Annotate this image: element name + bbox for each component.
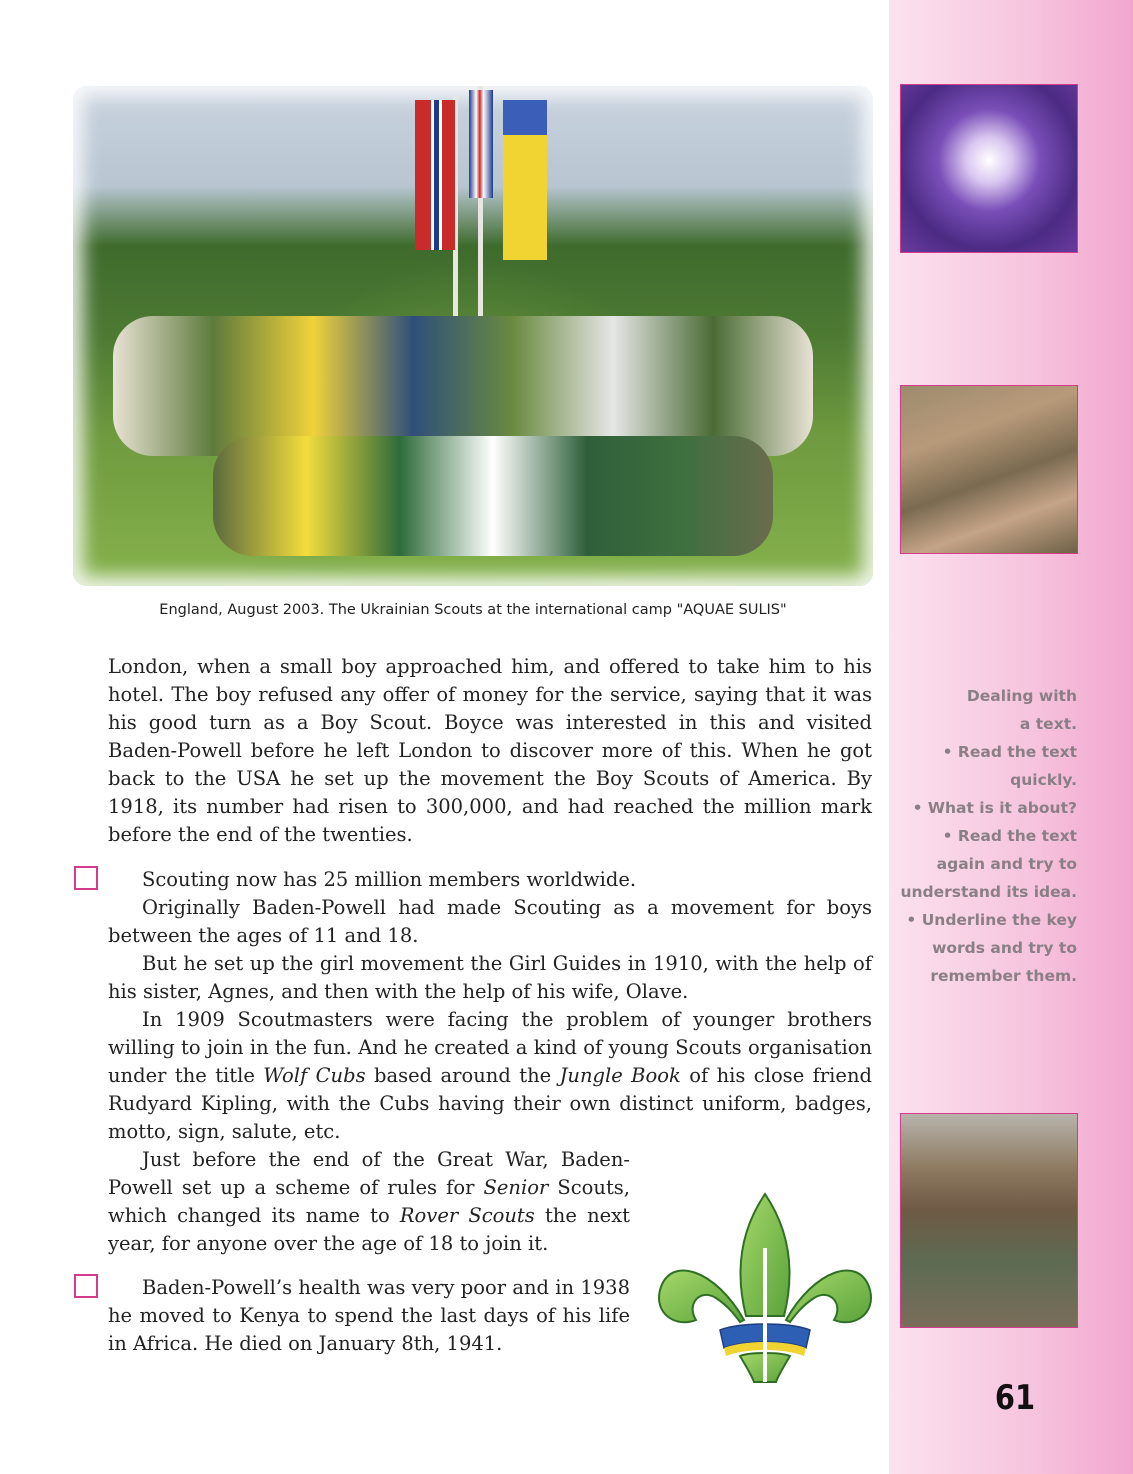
scouts-group-seated: [213, 436, 773, 556]
tip-line: a text.: [1019, 715, 1077, 733]
tip-line: Dealing with: [966, 687, 1077, 705]
photo-caption: England, August 2003. The Ukrainian Scouts at the international camp "AQUAE SULIS": [159, 602, 787, 618]
fleur-de-lis-icon: [656, 1188, 874, 1384]
tip-line: quickly.: [1010, 771, 1077, 789]
tip-line: • Underline the key: [906, 911, 1077, 929]
paragraph-2: Scouting now has 25 million members worldwide.: [142, 868, 637, 891]
main-photo: [73, 86, 873, 586]
ukraine-flag: [503, 100, 547, 260]
uk-flag: [469, 90, 493, 198]
young-scout-salute-photo: [900, 1113, 1078, 1328]
checkbox-2[interactable]: [74, 1274, 98, 1298]
tip-line: understand its idea.: [900, 883, 1077, 901]
paragraph-6: Just before the end of the Great War, Baden-Powell set up a scheme of rules for Senior Scouts, which changed its name to Rover Scouts the next year, for anyone over the age of 18 to join it.: [108, 1148, 630, 1255]
scout-hands-photo: [900, 84, 1078, 253]
tip-line: • Read the text: [942, 743, 1077, 761]
tip-line: remember them.: [930, 967, 1077, 985]
paragraph-3: Originally Baden-Powell had made Scouting as a movement for boys between the ages of 11 and 18.: [108, 896, 872, 947]
scouts-saluting-photo: [900, 385, 1078, 554]
reading-tips: [900, 682, 1077, 990]
paragraph-1: London, when a small boy approached him, and offered to take him to his hotel. The boy refused any offer of money for the service, saying that it was his good turn as a Boy Scout. Boyce was interested in this and visited Baden-Powell before he left London to discover more of this. When he got back to the USA he set up the movement the Boy Scouts of America. By 1918, its number had risen to 300,000, and had reached the million mark before the end of the twenties.: [108, 655, 872, 846]
tip-line: • Read the text: [942, 827, 1077, 845]
checkbox-1[interactable]: [74, 866, 98, 890]
paragraph-5: In 1909 Scoutmasters were facing the problem of younger brothers willing to join in the fun. And he created a kind of young Scouts organisation under the title Wolf Cubs based around the Jungle Book of his close friend Rudyard Kipling, with the Cubs having their own distinct uniform, badges, motto, sign, salute, etc.: [108, 1008, 872, 1143]
norway-flag: [415, 100, 455, 250]
text-block-2: [108, 866, 872, 1146]
scouts-group-standing: [113, 316, 813, 456]
tip-line: words and try to: [932, 939, 1077, 957]
page-number: 61: [994, 1378, 1036, 1418]
tip-line: again and try to: [936, 855, 1077, 873]
tip-line: • What is it about?: [912, 799, 1077, 817]
paragraph-7: Baden-Powell’s health was very poor and in 1938 he moved to Kenya to spend the last days of his life in Africa. He died on January 8th, 1941.: [108, 1276, 630, 1355]
paragraph-4: But he set up the girl movement the Girl Guides in 1910, with the help of his sister, Agnes, and then with the help of his wife, Olave.: [108, 952, 872, 1003]
